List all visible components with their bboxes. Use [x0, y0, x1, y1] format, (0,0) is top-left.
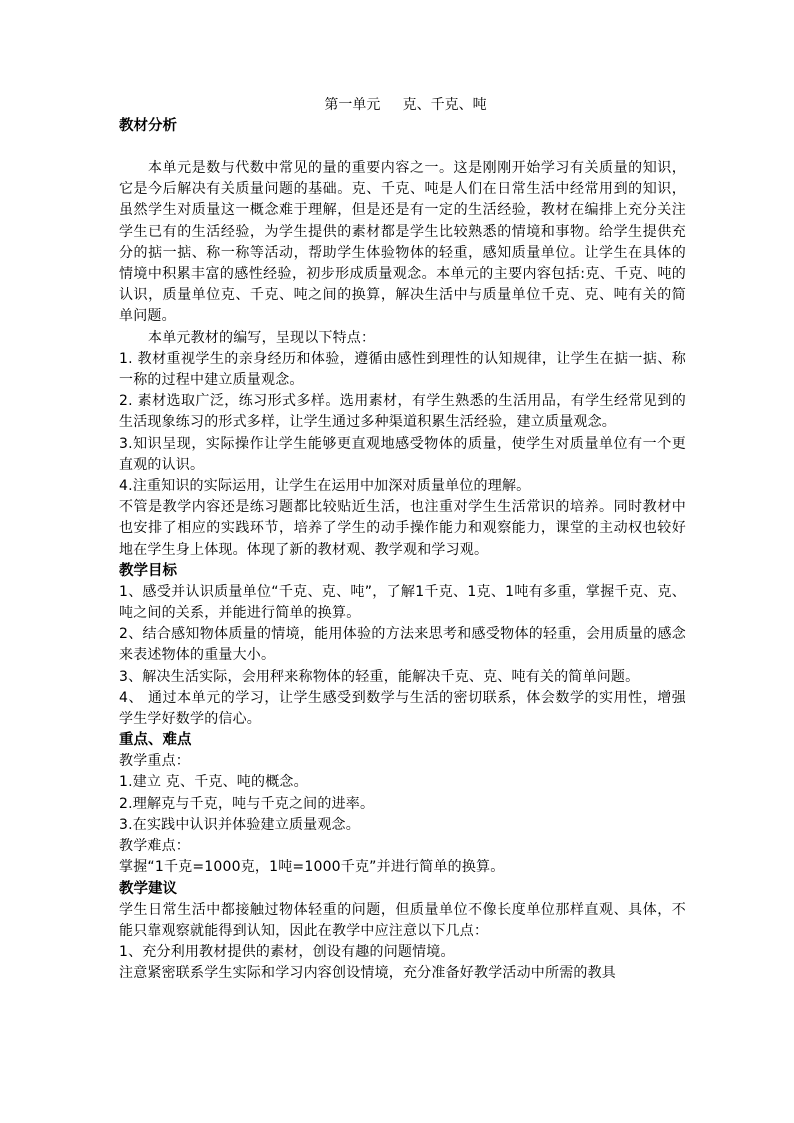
paragraph: 学生日常生活中都接触过物体轻重的问题，但质量单位不像长度单位那样直观、具体，不能只靠观察就能得到认知，因此在教学中应注意以下几点：: [119, 901, 686, 939]
paragraph: 本单元是数与代数中常见的量的重要内容之一。这是刚刚开始学习有关质量的知识，它是今后解决有关质量问题的基础。克、千克、吨是人们在日常生活中经常用到的知识，虽然学生对质量这一概念难于理解，但是还是有一定的生活经验，教材在编排上充分关注学生已有的生活经验，为学生提供的素材都是学生比较熟悉的情境和事物。给学生提供充分的掂一掂、称一称等活动，帮助学生体验物体的轻重，感知质量单位。让学生在具体的情境中积累丰富的感性经验，初步形成质量观念。本单元的主要内容包括:克、千克、吨的认识，质量单位克、千克、吨之间的换算，解决生活中与质量单位千克、克、吨有关的简单问题。: [119, 160, 686, 325]
paragraph: 本单元教材的编写，呈现以下特点：: [148, 329, 376, 346]
paragraph: 2.理解克与千克，吨与千克之间的进率。: [119, 795, 375, 812]
paragraph: 3、解决生活实际，会用秤来称物体的轻重，能解决千克、克、吨有关的简单问题。: [119, 668, 640, 685]
paragraph: 3.知识呈现，实际操作让学生能够更直观地感受物体的质量，使学生对质量单位有一个更直观的认识。: [119, 435, 686, 473]
paragraph: 2、结合感知物体质量的情境，能用体验的方法来思考和感受物体的轻重，会用质量的感念来表述物体的重量大小。: [119, 626, 686, 664]
paragraph: 1、感受并认识质量单位“千克、克、吨”，了解1千克、1克、1吨有多重，掌握千克、克、吨之间的关系，并能进行简单的换算。: [119, 583, 686, 622]
section-heading-teaching-suggestions: 教学建议: [119, 880, 177, 897]
blank-line: [119, 137, 686, 158]
paragraph: 1.建立 克、千克、吨的概念。: [119, 774, 308, 791]
document-page: [119, 94, 686, 984]
paragraph: 注意紧密联系学生实际和学习内容创设情境，充分准备好教学活动中所需的教具: [119, 965, 616, 982]
paragraph: 1、充分利用教材提供的素材，创设有趣的问题情境。: [119, 943, 455, 960]
section-heading-key-points: 重点、难点: [119, 732, 192, 749]
paragraph: 不管是教学内容还是练习题都比较贴近生活，也注重对学生生活常识的培养。同时教材中也安排了相应的实践环节，培养了学生的动手操作能力和观察能力，课堂的主动权也较好地在学生身上体现。体现了新的教材观、教学观和学习观。: [119, 499, 686, 558]
document-title: 第一单元 克、千克、吨: [324, 97, 487, 113]
paragraph: 4.注重知识的实际运用，让学生在运用中加深对质量单位的理解。: [119, 478, 531, 495]
paragraph: 4、 通过本单元的学习，让学生感受到数学与生活的密切联系，体会数学的实用性，增强学生学好数学的信心。: [119, 689, 686, 728]
paragraph: 教学重点：: [119, 753, 190, 770]
section-heading-textbook-analysis: 教材分析: [119, 118, 177, 134]
paragraph: 1. 教材重视学生的亲身经历和体验，遵循由感性到理性的认知规律，让学生在掂一掂、称一称的过程中建立质量观念。: [119, 350, 686, 389]
paragraph: 3.在实践中认识并体验建立质量观念。: [119, 816, 360, 833]
paragraph: 掌握“1千克=1000克，1吨=1000千克”并进行简单的换算。: [119, 859, 505, 876]
section-heading-teaching-goals: 教学目标: [119, 562, 177, 579]
paragraph: 教学难点：: [119, 838, 190, 855]
paragraph: 2. 素材选取广泛，练习形式多样。选用素材，有学生熟悉的生活用品，有学生经常见到的生活现象练习的形式多样，让学生通过多种渠道积累生活经验，建立质量观念。: [119, 393, 686, 431]
